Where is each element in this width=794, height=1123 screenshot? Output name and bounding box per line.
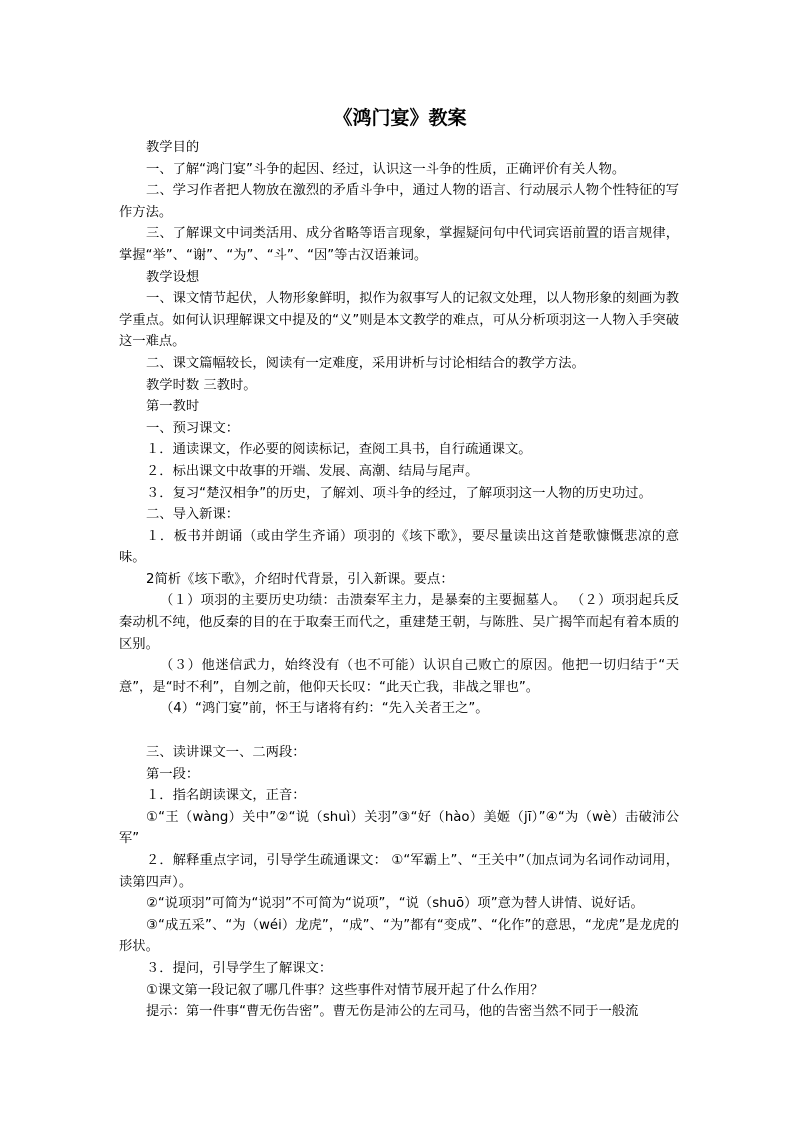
paragraph: １．指名朗读课文，正音： [146,788,306,804]
paragraph: 一、了解“鸿门宴”斗争的起因、经过，认识这一斗争的性质，正确评价有关人物。 [146,161,626,177]
paragraph: 二、学习作者把人物放在激烈的矛盾斗争中，通过人物的语言、行动展示人物个性特征的写作方法。 [119,183,679,220]
paragraph: ３．复习“楚汉相争”的历史，了解刘、项斗争的经过，了解项羽这一人物的历史功过。 [146,485,652,501]
paragraph: 三、了解课文中词类活用、成分省略等语言现象，掌握疑问句中代词宾语前置的语言规律，掌握“举”、“谢”、“为”、“斗”、“因”等古汉语兼词。 [119,226,679,263]
paragraph: 提示：第一件事“曹无伤告密”。曹无伤是沛公的左司马，他的告密当然不同于一般流 [146,1004,639,1020]
blank-line [119,720,679,742]
paragraph: ２．标出课文中故事的开端、发展、高潮、结局与尾声。 [146,463,479,479]
paragraph: １．板书并朗诵（或由学生齐诵）项羽的《垓下歌》，要尽量读出这首楚歌慷慨悲凉的意味。 [119,528,679,566]
paragraph: 教学设想 [146,269,200,285]
paragraph: ③“成五采”、“为（wéi）龙虎”，“成”、“为”都有“变成”、“化作”的意思，“龙虎”是龙虎的形状。 [119,917,679,955]
paragraph: ②“说项羽”可简为“说羽”不可简为“说项”，“说（shuō）项”意为替人讲情、说好话。 [146,896,644,912]
paragraph: （１）项羽的主要历史功绩：击溃秦军主力，是暴秦的主要掘墓人。 （２）项羽起兵反秦动机不纯，他反秦的目的在于取秦王而代之，重建楚王朝，与陈胜、吴广揭竿而起有着本质的区别。 [119,593,679,652]
paragraph: ①课文第一段记叙了哪几件事？这些事件对情节展开起了什么作用？ [146,982,544,998]
paragraph: 一、课文情节起伏，人物形象鲜明，拟作为叙事写人的记叙文处理，以人物形象的刻画为教学重点。如何认识理解课文中提及的“义”则是本文教学的难点，可从分析项羽这一人物入手突破这一难点。 [119,291,679,350]
paragraph: 教学时数 三教时。 [146,377,257,393]
paragraph: 二、导入新课： [146,507,240,523]
paragraph: （３）他迷信武力，始终没有（也不可能）认识自己败亡的原因。他把一切归结于“天意”，是“时不利”，自刎之前，他仰天长叹：“此天亡我，非战之罪也”。 [119,658,679,695]
document-body [119,137,679,1023]
paragraph: １．通读课文，作必要的阅读标记，查阅工具书，自行疏通课文。 [146,442,532,458]
document-title: 《鸿门宴》教案 [333,107,467,129]
paragraph: （4）“鸿门宴”前，怀王与诸将有约：“先入关者王之”。 [160,701,489,717]
paragraph: 第一段： [146,766,200,782]
paragraph: ３．提问，引导学生了解课文： [146,960,333,976]
paragraph: 三、读讲课文一、二两段： [146,745,306,761]
paragraph: 第一教时 [146,399,200,415]
paragraph: ①“王（wàng）关中”②“说（shuì）关羽”③“好（hào）美姬（jī）”④“为（wè）击破沛公军” [119,809,679,847]
paragraph: 一、预习课文： [146,420,240,436]
paragraph: 教学目的 [146,140,200,155]
paragraph: ２．解释重点字词，引导学生疏通课文： ①“军霸上”、“王关中”（加点词为名词作动词用，读第四声）。 [119,853,679,890]
paragraph: 2简析《垓下歌》，介绍时代背景，引入新课。要点： [146,571,454,587]
paragraph: 二、课文篇幅较长，阅读有一定难度，采用讲析与讨论相结合的教学方法。 [146,355,585,371]
